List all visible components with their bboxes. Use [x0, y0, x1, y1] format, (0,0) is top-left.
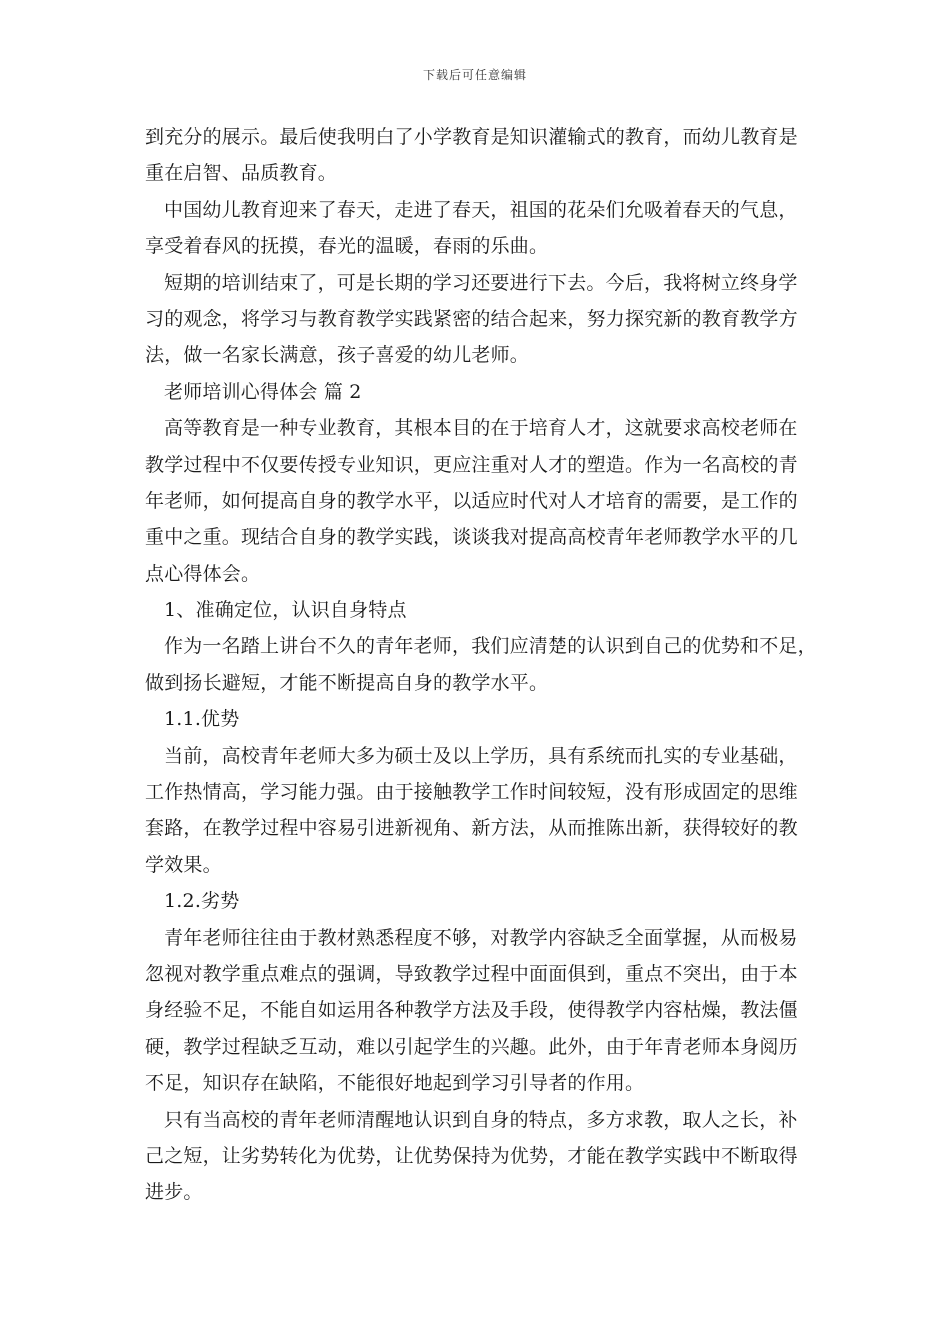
text-line: 点心得体会。 — [145, 562, 261, 585]
text-line: 硬，教学过程缺乏互动，难以引起学生的兴趣。此外，由于年青老师本身阅历 — [145, 1035, 798, 1058]
text-line: 法，做一名家长满意，孩子喜爱的幼儿老师。 — [145, 344, 530, 367]
text-line: 年老师，如何提高自身的教学水平，以适应时代对人才培育的需要，是工作的 — [145, 489, 798, 512]
text-line: 1.2.劣势 — [164, 890, 240, 913]
text-line: 不足，知识存在缺陷，不能很好地起到学习引导者的作用。 — [145, 1072, 645, 1095]
page-header: 下载后可任意编辑 — [422, 68, 527, 82]
text-line: 教学过程中不仅要传授专业知识，更应注重对人才的塑造。作为一名高校的青 — [145, 453, 798, 476]
text-line: 习的观念，将学习与教育教学实践紧密的结合起来，努力探究新的教育教学方 — [145, 307, 798, 330]
text-line: 套路，在教学过程中容易引进新视角、新方法，从而推陈出新，获得较好的教 — [145, 817, 798, 840]
document-body — [145, 119, 815, 1211]
text-line: 工作热情高，学习能力强。由于接触教学工作时间较短，没有形成固定的思维 — [145, 781, 798, 804]
text-line: 作为一名踏上讲台不久的青年老师，我们应清楚的认识到自己的优势和不足， — [164, 635, 817, 658]
text-line: 1.1.优势 — [164, 708, 240, 731]
text-line: 只有当高校的青年老师清醒地认识到自身的特点，多方求教，取人之长，补 — [164, 1108, 798, 1131]
text-line: 重在启智、品质教育。 — [145, 162, 338, 185]
text-line: 当前，高校青年老师大多为硕士及以上学历，具有系统而扎实的专业基础， — [164, 744, 798, 767]
text-line: 中国幼儿教育迎来了春天，走进了春天，祖国的花朵们允吸着春天的气息， — [164, 198, 798, 221]
text-line: 1、准确定位，认识自身特点 — [164, 599, 407, 622]
text-line: 重中之重。现结合自身的教学实践，谈谈我对提高高校青年老师教学水平的几 — [145, 526, 798, 549]
text-line: 高等教育是一种专业教育，其根本目的在于培育人才，这就要求高校老师在 — [164, 417, 798, 440]
text-line: 己之短，让劣势转化为优势，让优势保持为优势，才能在教学实践中不断取得 — [145, 1144, 798, 1167]
text-line: 到充分的展示。最后使我明白了小学教育是知识灌输式的教育，而幼儿教育是 — [145, 126, 798, 148]
text-line: 进步。 — [145, 1181, 203, 1204]
text-line: 享受着春风的抚摸，春光的温暖，春雨的乐曲。 — [145, 235, 549, 258]
text-line: 老师培训心得体会 篇 2 — [164, 380, 362, 403]
text-line: 青年老师往往由于教材熟悉程度不够，对教学内容缺乏全面掌握，从而极易 — [164, 926, 798, 949]
text-line: 忽视对教学重点难点的强调，导致教学过程中面面俱到，重点不突出，由于本 — [145, 962, 798, 985]
text-line: 身经验不足，不能自如运用各种教学方法及手段，使得教学内容枯燥，教法僵 — [145, 999, 798, 1022]
text-line: 做到扬长避短，才能不断提高自身的教学水平。 — [145, 671, 549, 694]
text-line: 短期的培训结束了，可是长期的学习还要进行下去。今后，我将树立终身学 — [164, 271, 798, 294]
text-line: 学效果。 — [145, 853, 222, 876]
